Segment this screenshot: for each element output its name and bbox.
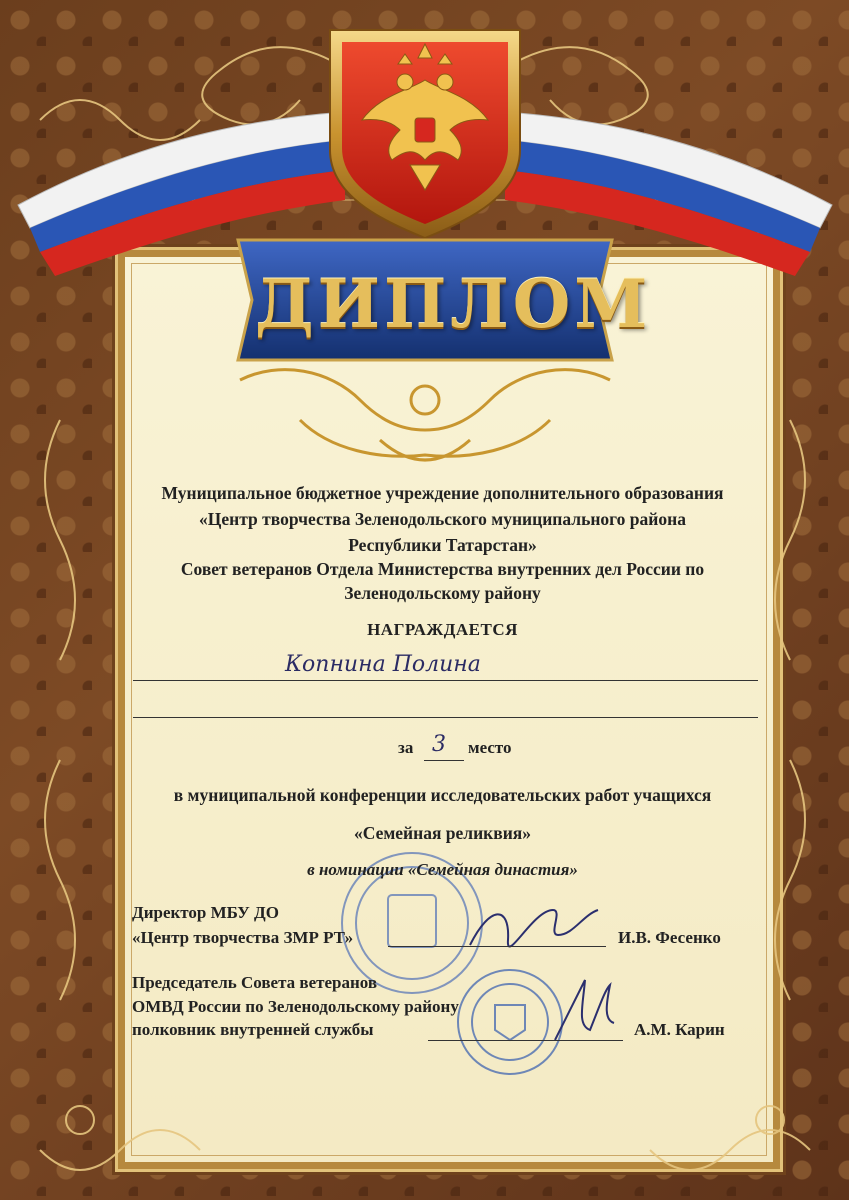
chairman-signature-line [428, 1040, 623, 1041]
signature-director [470, 910, 598, 947]
org-line-3: Республики Татарстан» [348, 535, 537, 555]
chairman-title-3: полковник внутренней службы [132, 1020, 374, 1039]
place-number: 3 [432, 732, 446, 757]
name-line-1 [133, 680, 758, 681]
recipient-name: Копнина Полина [285, 652, 481, 677]
chairman-name: А.М. Карин [634, 1020, 725, 1039]
diploma-title: ДИПЛОМ [255, 265, 652, 343]
director-name: И.В. Фесенко [618, 928, 721, 947]
name-line-2 [133, 717, 758, 718]
director-title-1: Директор МБУ ДО [132, 903, 279, 922]
topic-line: «Семейная реликвия» [353, 823, 532, 843]
org-line-4: Совет ветеранов Отдела Министерства внутренних дел России по [180, 559, 705, 579]
stamp-veterans-council [458, 970, 562, 1074]
director-signature-line [388, 946, 606, 947]
place-underline [424, 760, 464, 761]
nomination-line: в номинации «Семейная династия» [307, 860, 578, 879]
org-line-1: Муниципальное бюджетное учреждение дополнительного образования [161, 483, 724, 503]
signature-chairman [555, 980, 614, 1040]
place-suffix: место [468, 738, 512, 757]
org-line-5: Зеленодольскому району [344, 583, 541, 603]
emblem-shield [330, 30, 520, 238]
chairman-title-1: Председатель Совета ветеранов [132, 973, 378, 992]
org-line-2: «Центр творчества Зеленодольского муниципального района [199, 509, 686, 529]
director-title-2: «Центр творчества ЗМР РТ» [132, 928, 354, 947]
event-line: в муниципальной конференции исследовательских работ учащихся [173, 785, 712, 805]
place-prefix: за [398, 738, 414, 757]
gold-flourish [240, 370, 610, 460]
chairman-title-2: ОМВД России по Зеленодольскому району [132, 997, 459, 1016]
awarded-label: НАГРАЖДАЕТСЯ [367, 620, 518, 639]
